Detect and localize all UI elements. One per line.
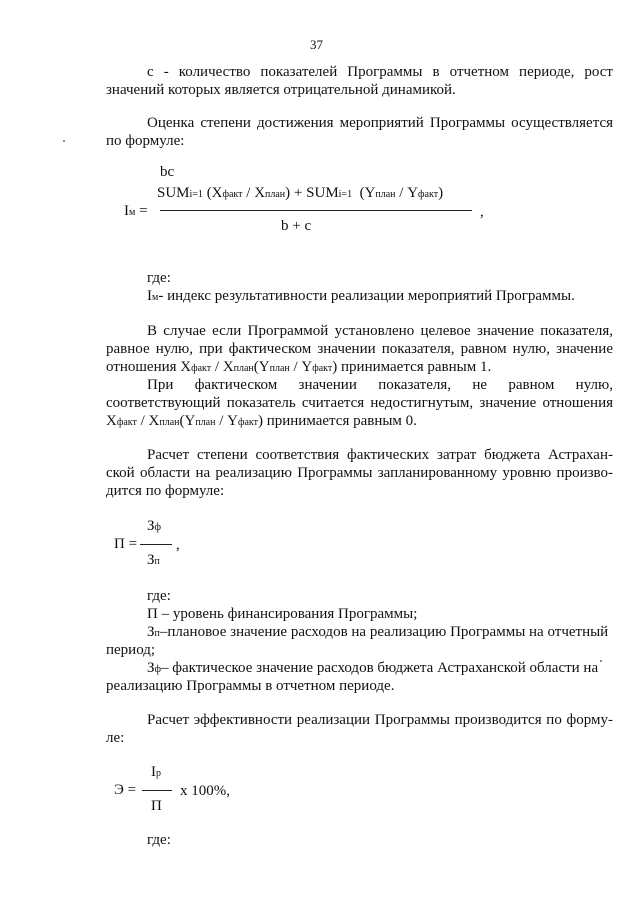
formula-e-lhs: Э = [114,782,137,798]
def-p: П – уровень финансирования Программы; [147,606,418,622]
para3-line3: отношения Xфакт / Xплан(Yплан / Yфакт) принимается равным 1. [106,359,492,375]
def-zp-line2: период; [106,642,156,658]
formula-p-lhs: П = [114,536,138,552]
para2-line2: по формуле: [106,133,185,149]
formula-p-numerator: Зф [147,518,161,534]
scan-speck [63,140,65,142]
formula-im-numerator: SUMi=1 (Xфакт / Xплан) + SUMi=1 (Yплан / Yфакт) [157,185,444,201]
para3-line1: В случае если Программой установлено целевое значение показателя, [147,323,613,339]
para5-line2: ле: [106,730,125,746]
formula-im-fraction-line [160,210,472,211]
formula-p-denominator: Зп [147,552,160,568]
formula-e-fraction-line [142,790,172,791]
para4-line1: Расчет степени соответствия фактических затрат бюджета Астрахан- [147,447,613,463]
where-label-2: где: [147,588,171,604]
formula-e-rest: x 100%, [180,783,230,799]
formula-im-lhs: Iм = [124,203,148,219]
para1-line1: c - количество показателей Программы в отчетном периоде, рост [147,64,613,80]
para4-line2: ской области на реализацию Программы запланированному уровню произво- [106,465,613,481]
para3-line6: Xфакт / Xплан(Yплан / Yфакт) принимается равным 0. [106,413,417,429]
formula-e-numerator: Iр [151,764,161,780]
para4-line3: дится по формуле: [106,483,225,499]
para3-line4: При фактическом значении показателя, не равном нулю, [147,377,613,393]
formula-im-bc: bc [160,164,175,180]
def-im: Iм- индекс результативности реализации мероприятий Программы. [147,288,575,304]
def-zp-line1: Зп–плановое значение расходов на реализацию Программы на отчетный [147,624,609,640]
formula-p-comma: , [176,537,180,553]
para1-line2: значений которых является отрицательной динамикой. [106,82,456,98]
formula-im-comma: , [480,204,484,220]
page-number: 37 [310,37,323,52]
formula-p-fraction-line [140,544,172,545]
def-zf-line1: Зф– фактическое значение расходов бюджета Астраханской области на [147,660,599,676]
para3-line2: равное нулю, при фактическом значении показателя, равном нулю, значение [106,341,613,357]
para2-line1: Оценка степени достижения мероприятий Программы осуществляется [147,115,613,131]
para3-line5: соответствующий показатель считается недостигнутым, значение отношения [106,395,613,411]
where-label-3: где: [147,832,171,848]
scan-speck [600,660,602,662]
para5-line1: Расчет эффективности реализации Программы производится по форму- [147,712,613,728]
where-label-1: где: [147,270,171,286]
def-zf-line2: реализацию Программы в отчетном периоде. [106,678,395,694]
formula-e-denominator: П [151,798,162,814]
formula-im-denominator: b + c [281,218,312,234]
